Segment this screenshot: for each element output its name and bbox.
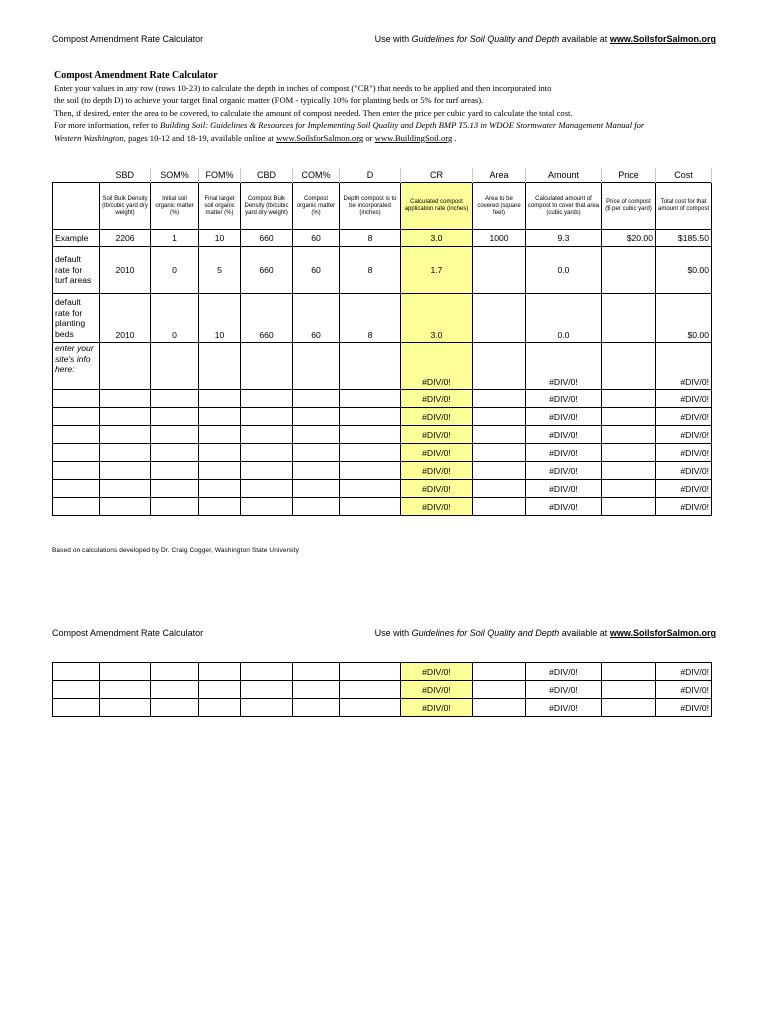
col-fom: FOM% [199,168,241,183]
col-som: SOM% [151,168,199,183]
table-row: #DIV/0! #DIV/0! #DIV/0! [53,462,712,480]
table-row: #DIV/0! #DIV/0! #DIV/0! [53,498,712,516]
col-cost: Cost [656,168,712,183]
table-row: #DIV/0! #DIV/0! #DIV/0! [53,444,712,462]
col-amount: Amount [526,168,602,183]
soilsforsalmon-link-2[interactable]: www.SoilsforSalmon.org [276,132,364,143]
column-abbreviations [53,168,712,183]
column-descriptions: Soil Bulk Density (lb/cubic yard dry weight) Initial soil organic matter (%) Final target soil organic matter (%) Compost Bulk Density (lb/cubic yard dry weight) Compost organic matter (%) Depth compost is to be incorporated (inches) Calculated compost application rate (inches) Area to be covered (square feet) Calculated amount of compost to cover that area (cubic yards) Price of compost ($ per cubic yard) Total cost for that amount of compost [53,183,712,230]
calculator-table [52,168,712,516]
table-row: #DIV/0! #DIV/0! #DIV/0! [53,408,712,426]
header-reference: Use with Guidelines for Soil Quality and Depth available at www.SoilsforSalmon.org [374,34,716,44]
table-row-site: enter your site's info here: #DIV/0! #DIV/0! #DIV/0! [53,343,712,390]
instructions-title: Compost Amendment Rate Calculator [54,70,218,81]
table-row-beds: default rate for planting beds 2010 0 10 660 60 8 3.0 0.0 $0.00 [53,294,712,343]
table-row: #DIV/0! #DIV/0! #DIV/0! [53,699,712,717]
col-cbd: CBD [241,168,293,183]
calculator-table-continued [52,662,712,717]
page-header-2 [52,628,716,642]
table-row: #DIV/0! #DIV/0! #DIV/0! [53,426,712,444]
col-d: D [340,168,401,183]
col-sbd: SBD [100,168,151,183]
header-title: Compost Amendment Rate Calculator [52,34,204,44]
col-com: COM% [293,168,340,183]
col-area: Area [473,168,526,183]
table-row: #DIV/0! #DIV/0! #DIV/0! [53,663,712,681]
table-row-example: Example 2206 1 10 660 60 8 3.0 1000 9.3 $20.00 $185.50 [53,230,712,247]
instructions: Compost Amendment Rate Calculator Enter your values in any row (rows 10-23) to calculate the depth in inches of compost ("CR") that needs to be applied and then incorporated into the soil (to depth D) to achieve your target final organic matter (FOM - typically 10% for planting beds or 5% for turf areas). Then, if desired, enter the area to be covered, to calculate the amount of compost needed. Then enter the price per cubic yard to calculate the total cost. For more information, refer to Building Soil: Guidelines & Resources for Implementing Soil Quality and Depth BMP T5.13 in WDOE Stormwater Management Manual for Western Washington, pages 10-12 and 18-19, available online at www.SoilsforSalmon.org or www.BuildingSoil.org . [54,69,744,144]
table-row: #DIV/0! #DIV/0! #DIV/0! [53,480,712,498]
table-row: #DIV/0! #DIV/0! #DIV/0! [53,681,712,699]
col-price: Price [602,168,656,183]
soilsforsalmon-link[interactable]: www.SoilsforSalmon.org [609,34,716,44]
footnote: Based on calculations developed by Dr. Craig Cogger, Washington State University [52,547,299,554]
header-title-2: Compost Amendment Rate Calculator [52,628,204,638]
col-cr: CR [401,168,473,183]
header-reference-2: Use with Guidelines for Soil Quality and Depth available at www.SoilsforSalmon.org [374,628,716,638]
page-header [52,34,716,48]
table-row-turf: default rate for turf areas 2010 0 5 660 60 8 1.7 0.0 $0.00 [53,247,712,294]
soilsforsalmon-link-3[interactable]: www.SoilsforSalmon.org [609,628,716,638]
table-row: #DIV/0! #DIV/0! #DIV/0! [53,390,712,408]
buildingsoil-link[interactable]: www.BuildingSoil.org [374,132,453,143]
